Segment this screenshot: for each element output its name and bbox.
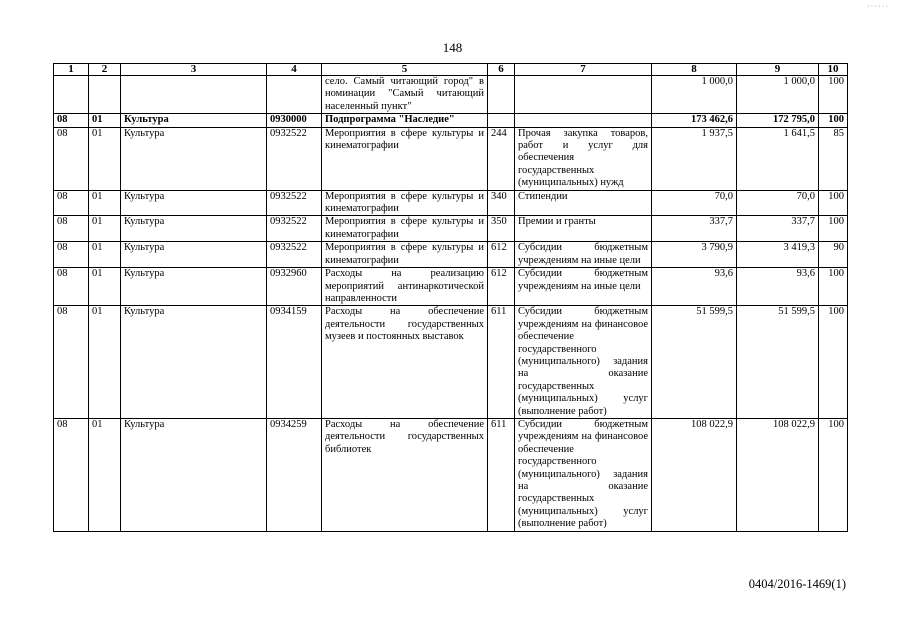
cell-c3: Культура	[121, 268, 267, 306]
cell-c4: 0932522	[267, 127, 322, 190]
cell-c6: 612	[488, 268, 515, 306]
col-header-7: 7	[515, 64, 652, 76]
cell-c6: 350	[488, 216, 515, 242]
cell-c1: 08	[54, 127, 89, 190]
cell-c1: 08	[54, 242, 89, 268]
cell-c3: Культура	[121, 418, 267, 531]
cell-c5: Мероприятия в сфере культуры и кинематографии	[322, 127, 488, 190]
cell-c7: Субсидии бюджетным учреждениям на иные цели	[515, 268, 652, 306]
table-row	[54, 127, 848, 190]
cell-c4: 0934159	[267, 306, 322, 419]
cell-c3: Культура	[121, 216, 267, 242]
table-row	[54, 114, 848, 127]
cell-c10: 100	[819, 114, 848, 127]
cell-c10: 85	[819, 127, 848, 190]
table-row	[54, 216, 848, 242]
cell-c9: 51 599,5	[737, 306, 819, 419]
cell-c5: Подпрограмма "Наследие"	[322, 114, 488, 127]
cell-c9: 337,7	[737, 216, 819, 242]
col-header-6: 6	[488, 64, 515, 76]
cell-c9: 70,0	[737, 190, 819, 216]
page-number: 148	[442, 40, 463, 55]
cell-c2: 01	[89, 114, 121, 127]
cell-c10: 100	[819, 76, 848, 114]
cell-c8: 70,0	[652, 190, 737, 216]
cell-c7: Субсидии бюджетным учреждениям на иные цели	[515, 242, 652, 268]
table-row	[54, 268, 848, 306]
cell-c3: Культура	[121, 306, 267, 419]
cell-c4: 0932960	[267, 268, 322, 306]
cell-c2: 01	[89, 268, 121, 306]
cell-c5: Мероприятия в сфере культуры и кинематографии	[322, 216, 488, 242]
col-header-2: 2	[89, 64, 121, 76]
cell-c3: Культура	[121, 190, 267, 216]
cell-c4: 0932522	[267, 242, 322, 268]
cell-c2: 01	[89, 190, 121, 216]
cell-c9: 172 795,0	[737, 114, 819, 127]
cell-c10: 100	[819, 306, 848, 419]
table-row	[54, 190, 848, 216]
cell-c4: 0934259	[267, 418, 322, 531]
cell-c3	[121, 76, 267, 114]
cell-c2: 01	[89, 127, 121, 190]
col-header-1: 1	[54, 64, 89, 76]
cell-c7: Прочая закупка товаров, работ и услуг для обеспечения государственных (муниципальных) нужд	[515, 127, 652, 190]
cell-c6: 340	[488, 190, 515, 216]
cell-c7: Субсидии бюджетным учреждениям на финансовое обеспечение государственного (муниципального) задания на оказание государственных (муниципальных) услуг (выполнение работ)	[515, 418, 652, 531]
cell-c8: 3 790,9	[652, 242, 737, 268]
cell-c9: 1 641,5	[737, 127, 819, 190]
cell-c1: 08	[54, 114, 89, 127]
cell-c2	[89, 76, 121, 114]
cell-c5: Расходы на реализацию мероприятий антинаркотической направленности	[322, 268, 488, 306]
cell-c9: 3 419,3	[737, 242, 819, 268]
cell-c1: 08	[54, 190, 89, 216]
cell-c6	[488, 114, 515, 127]
cell-c10: 100	[819, 268, 848, 306]
col-header-9: 9	[737, 64, 819, 76]
cell-c8: 93,6	[652, 268, 737, 306]
cell-c7	[515, 76, 652, 114]
cell-c2: 01	[89, 242, 121, 268]
cell-c6: 611	[488, 418, 515, 531]
cell-c9: 1 000,0	[737, 76, 819, 114]
cell-c3: Культура	[121, 242, 267, 268]
cell-c6: 611	[488, 306, 515, 419]
cell-c6: 244	[488, 127, 515, 190]
cell-c3: Культура	[121, 114, 267, 127]
budget-table	[53, 63, 848, 532]
cell-c10: 100	[819, 190, 848, 216]
table-row	[54, 76, 848, 114]
cell-c5: Мероприятия в сфере культуры и кинематографии	[322, 242, 488, 268]
cell-c2: 01	[89, 418, 121, 531]
cell-c1: 08	[54, 216, 89, 242]
table-row	[54, 306, 848, 419]
cell-c6	[488, 76, 515, 114]
cell-c10: 90	[819, 242, 848, 268]
col-header-8: 8	[652, 64, 737, 76]
cell-c5: Мероприятия в сфере культуры и кинематографии	[322, 190, 488, 216]
cell-c9: 93,6	[737, 268, 819, 306]
header-row	[54, 64, 848, 76]
cell-c10: 100	[819, 418, 848, 531]
cell-c3: Культура	[121, 127, 267, 190]
cell-c5: село. Самый читающий город" в номинации "Самый читающий населенный пункт"	[322, 76, 488, 114]
cell-c1: 08	[54, 418, 89, 531]
table-row	[54, 418, 848, 531]
cell-c8: 51 599,5	[652, 306, 737, 419]
cell-c8: 1 000,0	[652, 76, 737, 114]
cell-c7: Субсидии бюджетным учреждениям на финансовое обеспечение государственного (муниципального) задания на оказание государственных (муниципальных) услуг (выполнение работ)	[515, 306, 652, 419]
document-code: 0404/2016-1469(1)	[748, 577, 846, 591]
cell-c7: Стипендии	[515, 190, 652, 216]
cell-c5: Расходы на обеспечение деятельности государственных музеев и постоянных выставок	[322, 306, 488, 419]
cell-c8: 337,7	[652, 216, 737, 242]
cell-c1: 08	[54, 268, 89, 306]
cell-c4: 0932522	[267, 216, 322, 242]
cell-c6: 612	[488, 242, 515, 268]
cell-c9: 108 022,9	[737, 418, 819, 531]
cell-c2: 01	[89, 216, 121, 242]
cell-c4	[267, 76, 322, 114]
cell-c7: Премии и гранты	[515, 216, 652, 242]
cell-c4: 0930000	[267, 114, 322, 127]
col-header-3: 3	[121, 64, 267, 76]
cell-c1: 08	[54, 306, 89, 419]
col-header-10: 10	[819, 64, 848, 76]
cell-c8: 173 462,6	[652, 114, 737, 127]
cell-c7	[515, 114, 652, 127]
cell-c2: 01	[89, 306, 121, 419]
col-header-4: 4	[267, 64, 322, 76]
col-header-5: 5	[322, 64, 488, 76]
cell-c10: 100	[819, 216, 848, 242]
table-row	[54, 242, 848, 268]
cell-c5: Расходы на обеспечение деятельности государственных библиотек	[322, 418, 488, 531]
cell-c1	[54, 76, 89, 114]
cell-c8: 108 022,9	[652, 418, 737, 531]
cell-c4: 0932522	[267, 190, 322, 216]
cell-c8: 1 937,5	[652, 127, 737, 190]
corner-mark: ······	[867, 2, 889, 11]
